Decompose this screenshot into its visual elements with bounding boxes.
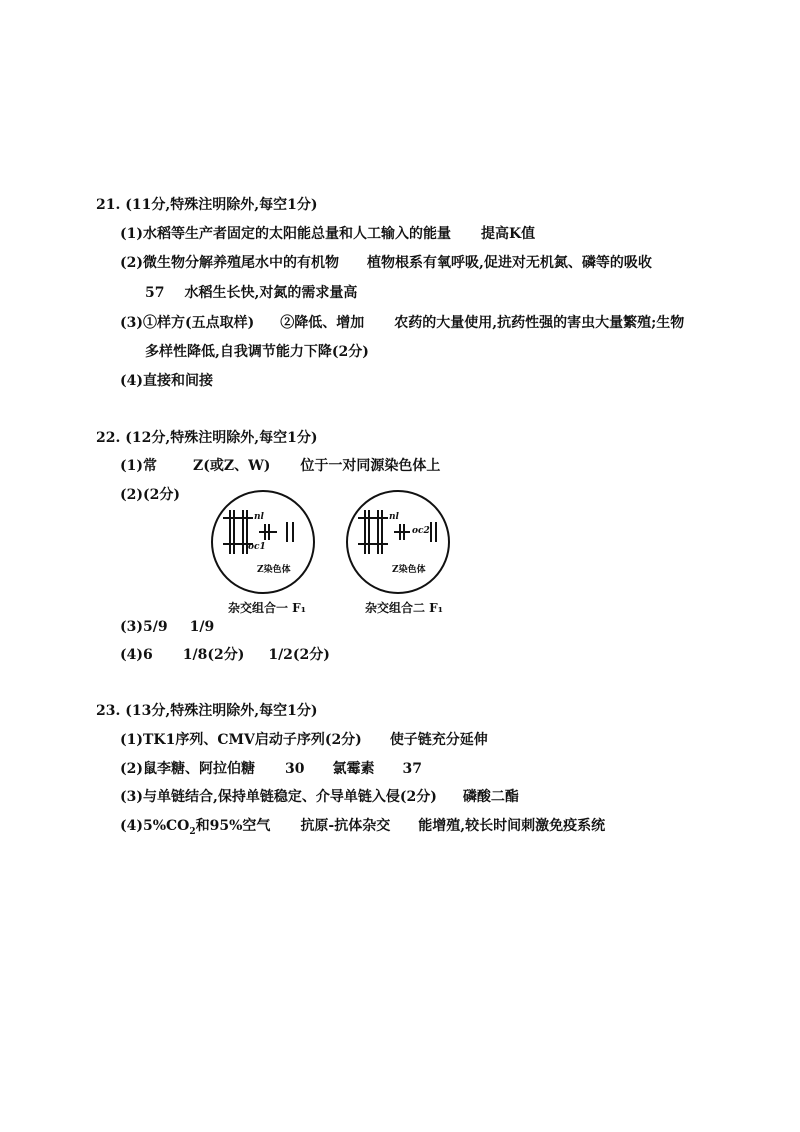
q21-line3 — [145, 284, 357, 302]
q21-answer-4a: (3)①样方(五点取样) — [120, 315, 255, 331]
q23-answer-4a — [120, 818, 271, 837]
q21-line2 — [120, 254, 652, 272]
q22-line4 — [120, 646, 330, 664]
z-chromosome-label-1: Z染色体 — [257, 565, 291, 575]
q21-answer-2b: 植物根系有氧呼吸,促进对无机氮、磷等的吸收 — [367, 255, 652, 271]
q21-line5: 多样性降低,自我调节能力下降(2分) — [145, 344, 369, 360]
q23-answer-1b: 使子链充分延伸 — [389, 732, 488, 748]
q23-answer-4a-sub: 2 — [189, 826, 196, 837]
q23-answer-3b: 磷酸二酯 — [462, 789, 519, 805]
q21-line1 — [120, 225, 535, 243]
q22-answer-4a: (4)6 — [120, 647, 153, 663]
q23-line3 — [120, 788, 519, 806]
chromosome-diagram-2 — [348, 492, 448, 592]
q23-answer-4b: 抗原-抗体杂交 — [300, 818, 391, 834]
figure-caption-2: 杂交组合二 F₁ — [365, 601, 443, 615]
z-chromosome-label-2: Z染色体 — [392, 565, 426, 575]
q22-answer-4c: 1/2(2分) — [268, 647, 330, 663]
q22-line3 — [120, 618, 214, 636]
q21-answer-3a: 57 — [145, 285, 165, 301]
q22-header: 22. (12分,特殊注明除外,每空1分) — [96, 430, 318, 446]
q21-header: 21. (11分,特殊注明除外,每空1分) — [96, 197, 318, 213]
q22-answer-1a: (1)常 — [120, 458, 157, 474]
q23-answer-4a-post: 和95%空气 — [195, 818, 271, 834]
q22-answer-4b: 1/8(2分) — [182, 647, 245, 663]
q21-answer-4c: 农药的大量使用,抗药性强的害虫大量繁殖;生物 — [394, 315, 685, 331]
q23-answer-4a-pre: (4)5%CO — [120, 818, 190, 834]
q22-line2: (2)(2分) — [120, 487, 180, 503]
q22-answer-1b: Z(或Z、W) — [193, 458, 271, 474]
gene-label-nl-1: nl — [254, 512, 264, 522]
q21-answer-1a: (1)水稻等生产者固定的太阳能总量和人工输入的能量 — [120, 226, 451, 242]
gene-label-nl-2: nl — [389, 512, 399, 522]
q22-answer-3a: (3)5/9 — [120, 619, 168, 635]
cell-diagram-1 — [211, 490, 315, 594]
q21-answer-3b: 水稻生长快,对氮的需求量高 — [184, 285, 358, 301]
q23-line1 — [120, 731, 488, 749]
q23-answer-3a: (3)与单链结合,保持单链稳定、介导单链入侵(2分) — [120, 789, 437, 805]
q21-line4 — [120, 314, 684, 332]
q22-answer-3b: 1/9 — [189, 619, 215, 635]
gene-label-oc2: oc2 — [412, 526, 430, 536]
cell-diagram-2 — [346, 490, 450, 594]
q21-line6: (4)直接和间接 — [120, 373, 213, 389]
figure-caption-1: 杂交组合一 F₁ — [228, 601, 306, 615]
q23-line2 — [120, 760, 422, 778]
q23-header: 23. (13分,特殊注明除外,每空1分) — [96, 703, 318, 719]
q23-line4 — [120, 817, 605, 841]
q21-answer-4b: ②降低、增加 — [280, 315, 365, 331]
q23-answer-2a: (2)鼠李糖、阿拉伯糖 — [120, 761, 255, 777]
q22-line1 — [120, 457, 440, 475]
q21-answer-1b: 提高K值 — [481, 226, 536, 242]
q23-answer-2d: 37 — [402, 761, 422, 777]
q21-answer-2a: (2)微生物分解养殖尾水中的有机物 — [120, 255, 339, 271]
q23-answer-2c: 氯霉素 — [332, 761, 375, 777]
q23-answer-4c: 能增殖,较长时间刺激免疫系统 — [418, 818, 606, 834]
q22-answer-1c: 位于一对同源染色体上 — [300, 458, 441, 474]
q23-answer-1a: (1)TK1序列、CMV启动子序列(2分) — [120, 732, 362, 748]
q23-answer-2b: 30 — [285, 761, 305, 777]
gene-label-oc1: oc1 — [248, 542, 266, 552]
